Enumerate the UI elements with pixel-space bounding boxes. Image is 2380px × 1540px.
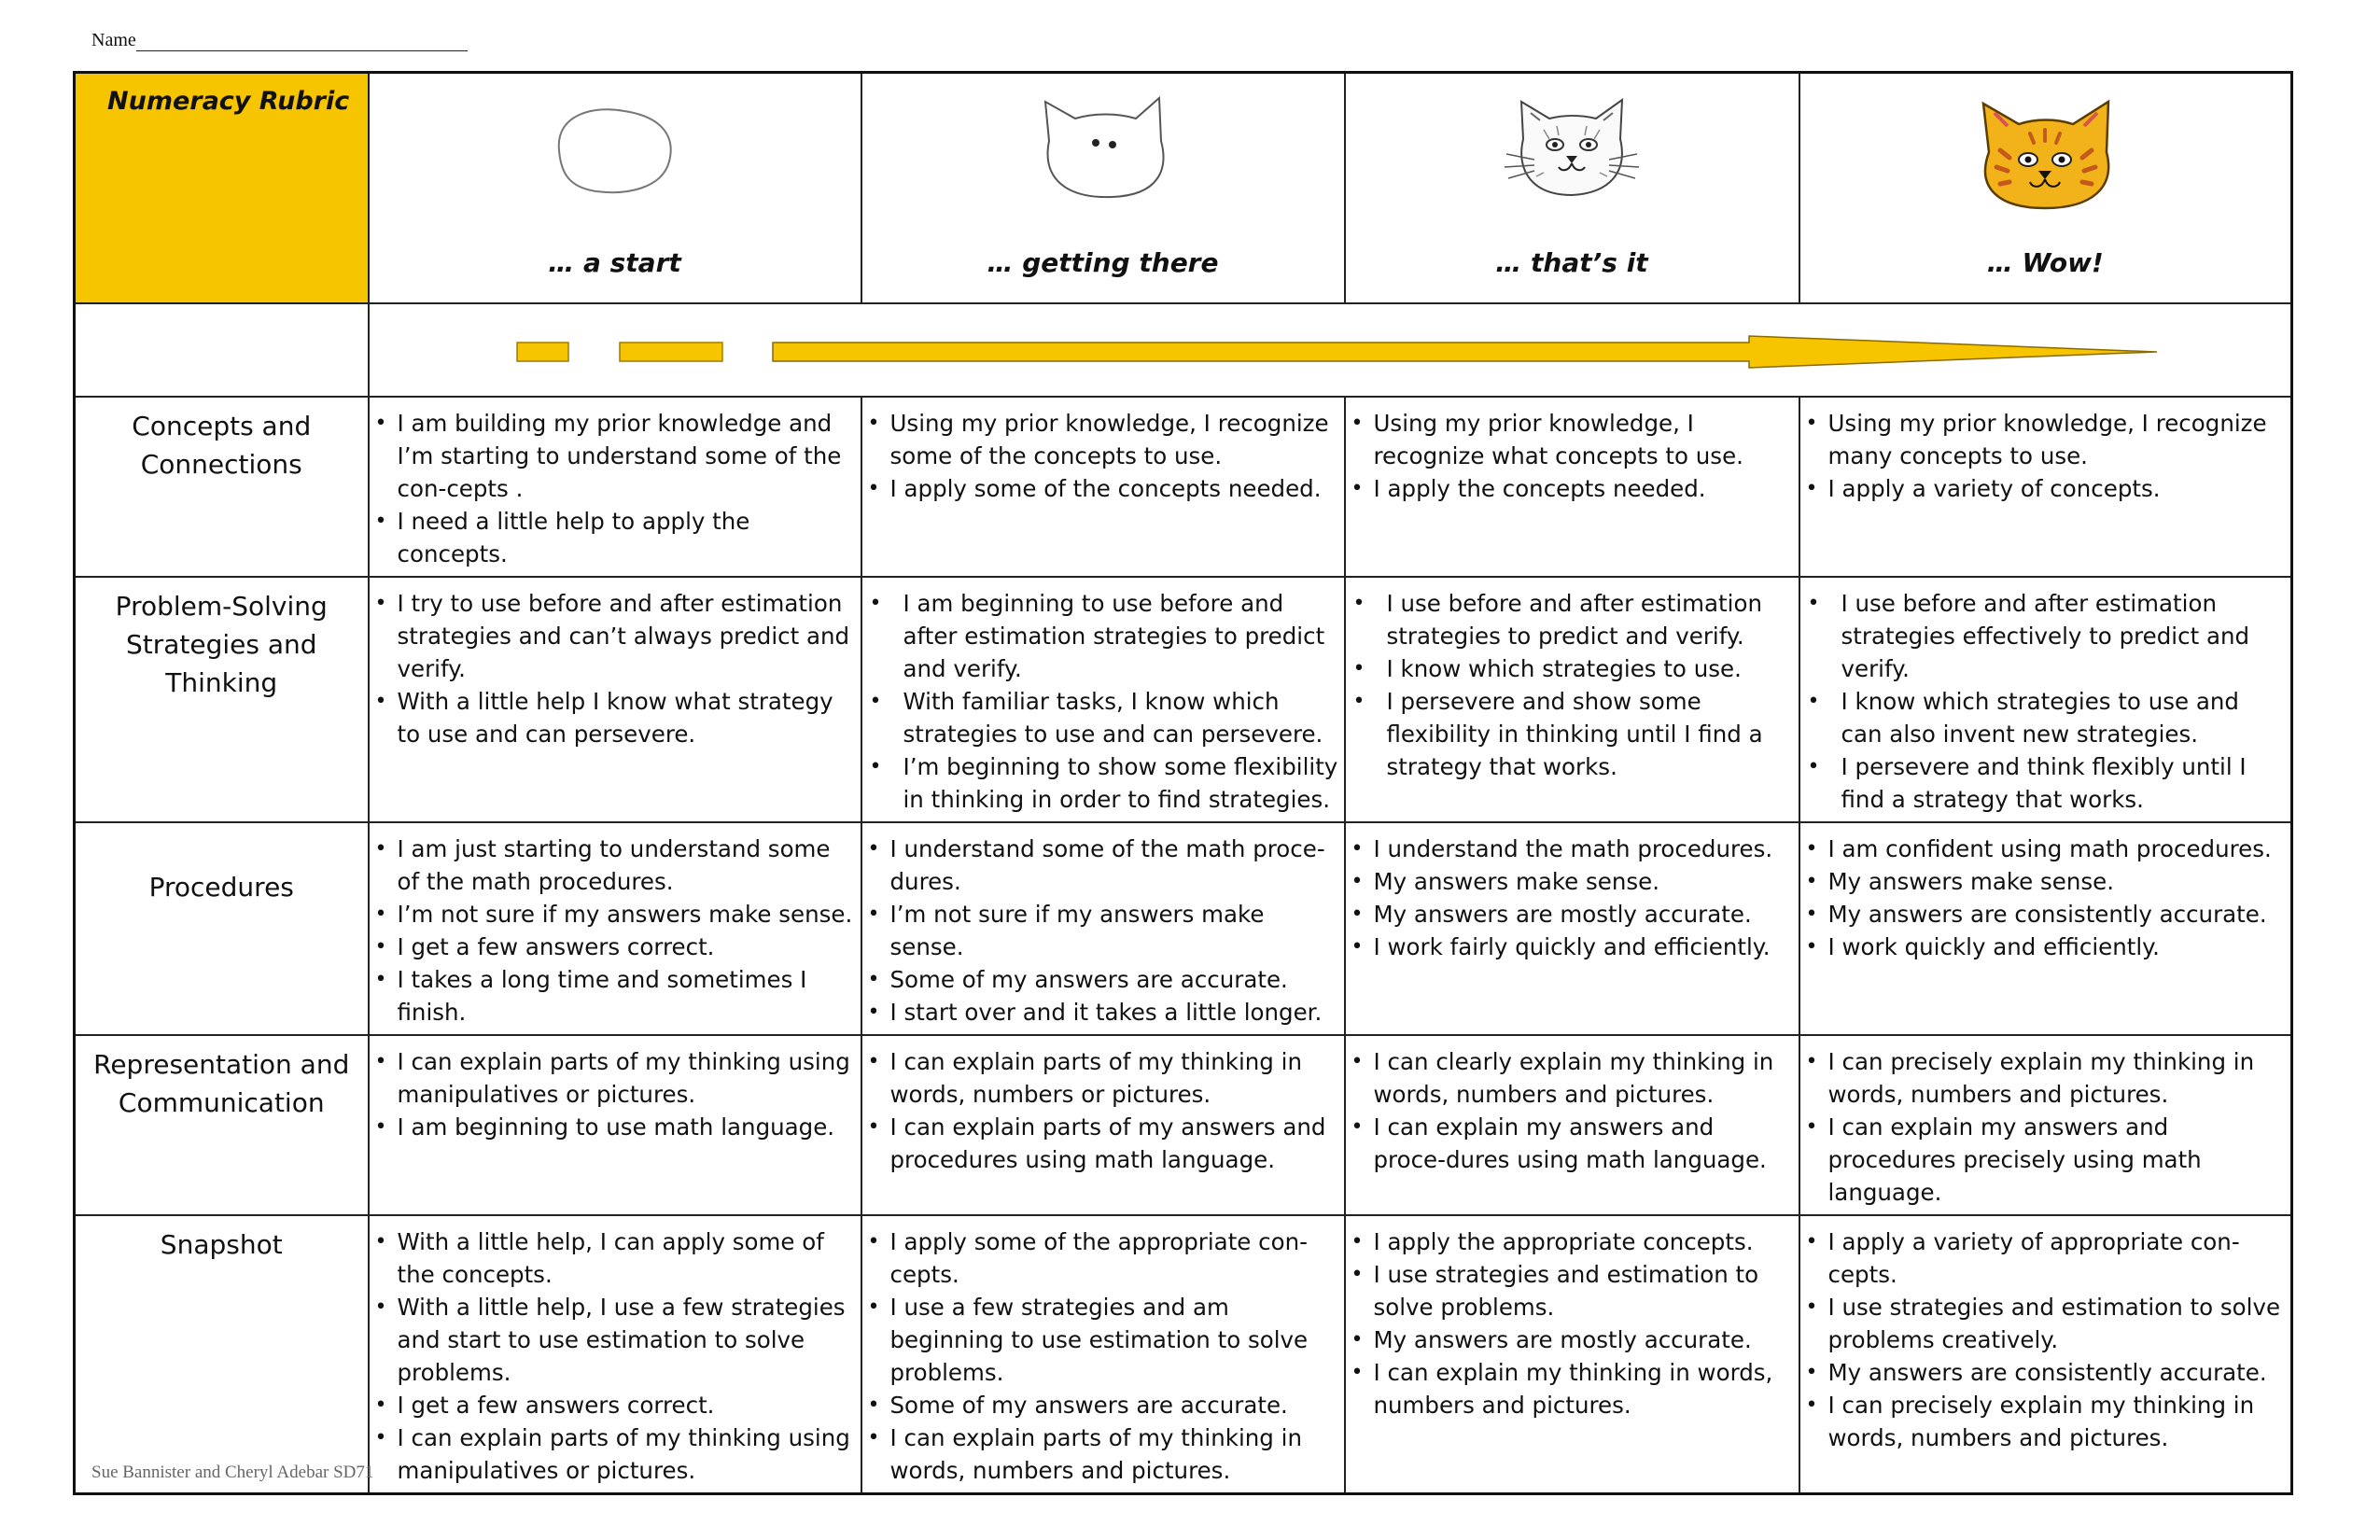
rubric-cell (861, 822, 1345, 1035)
criteria-item: • With familiar tasks, I know which strategies to use and can persevere. (890, 685, 1338, 750)
rubric-cell (1799, 822, 2292, 1035)
criteria-list (1346, 1216, 1799, 1427)
level-header-2 (861, 73, 1345, 304)
blank-face-icon (522, 85, 708, 206)
level-label-3: … that’s it (1495, 247, 1648, 278)
criteria-item: • With a little help, I use a few strategies and start to use estimation to solve problems. (398, 1291, 855, 1389)
criteria-list (1800, 1036, 2291, 1214)
cat-outline-icon (1010, 85, 1197, 206)
criteria-item: • I am building my prior knowledge and I’m starting to understand some of the con-cepts . (398, 407, 855, 505)
criteria-list (862, 398, 1344, 511)
criteria-list (1346, 398, 1799, 511)
rubric-cell (1799, 1215, 2292, 1494)
criteria-list (370, 398, 861, 576)
rubric-cell (369, 577, 861, 822)
criteria-item: • My answers make sense. (1828, 865, 2286, 898)
progress-arrow-row (75, 303, 2292, 397)
criteria-item: • I use before and after estimation strategies to predict and verify. (1374, 587, 1793, 652)
criteria-list (862, 823, 1344, 1034)
criteria-list (1346, 578, 1799, 789)
criteria-item: • I can explain parts of my thinking in words, numbers or pictures. (890, 1045, 1338, 1111)
progress-arrow-cell (369, 303, 2292, 397)
rubric-cell (369, 1035, 861, 1215)
rubric-cell (369, 822, 861, 1035)
criteria-item: • With a little help, I can apply some of the concepts. (398, 1225, 855, 1291)
criteria-item: • I can precisely explain my thinking in words, numbers and pictures. (1828, 1389, 2286, 1454)
rubric-cell (1799, 397, 2292, 577)
criteria-list (1346, 1036, 1799, 1182)
criteria-item: • I get a few answers correct. (398, 1389, 855, 1421)
criteria-list (1800, 823, 2291, 969)
criteria-item: • Using my prior knowledge, I recognize what concepts to use. (1374, 407, 1793, 472)
criteria-item: • I try to use before and after estimation strategies and can’t always predict and verify. (398, 587, 855, 685)
criteria-item: • Some of my answers are accurate. (890, 1389, 1338, 1421)
criteria-item: • I apply a variety of concepts. (1828, 472, 2286, 505)
criteria-item: • I use strategies and estimation to solve problems creatively. (1828, 1291, 2286, 1356)
criteria-item: • I start over and it takes a little longer. (890, 996, 1338, 1029)
progress-arrow-icon (370, 304, 2293, 396)
level-label-2: … getting there (987, 247, 1219, 278)
criteria-item: • I know which strategies to use. (1374, 652, 1793, 685)
criteria-item: • I can precisely explain my thinking in words, numbers and pictures. (1828, 1045, 2286, 1111)
rubric-cell (369, 1215, 861, 1494)
category-concepts: Concepts and Connections (75, 397, 369, 577)
criteria-item: • I can explain my answers and procedures precisely using math language. (1828, 1111, 2286, 1209)
criteria-list (1800, 398, 2291, 511)
criteria-list (1346, 823, 1799, 969)
criteria-item: • I use a few strategies and am beginning to use estimation to solve problems. (890, 1291, 1338, 1389)
criteria-item: • I can explain parts of my answers and procedures using math language. (890, 1111, 1338, 1176)
criteria-item: • I can explain parts of my thinking using manipulatives or pictures. (398, 1421, 855, 1487)
criteria-item: • Using my prior knowledge, I recognize some of the concepts to use. (890, 407, 1338, 472)
criteria-item: • My answers are consistently accurate. (1828, 1356, 2286, 1389)
rubric-row (75, 577, 2292, 822)
criteria-item: • I can clearly explain my thinking in words, numbers and pictures. (1374, 1045, 1793, 1111)
criteria-item: • I’m beginning to show some flexibility in thinking in order to find strategies. (890, 750, 1338, 816)
criteria-list (370, 1036, 861, 1149)
criteria-item: • I am confident using math procedures. (1828, 833, 2286, 865)
footer-credit: Sue Bannister and Cheryl Adebar SD71 (91, 1463, 374, 1482)
criteria-list (370, 823, 861, 1034)
rubric-row (75, 1035, 2292, 1215)
criteria-item: • I understand some of the math proce-dures. (890, 833, 1338, 898)
criteria-item: • I apply the concepts needed. (1374, 472, 1793, 505)
rubric-cell (1345, 1035, 1799, 1215)
criteria-item: • I’m not sure if my answers make sense. (398, 898, 855, 931)
criteria-item: • I understand the math procedures. (1374, 833, 1793, 865)
rubric-cell (1345, 1215, 1799, 1494)
level-label-4: … Wow! (1986, 247, 2104, 278)
category-problem-solving: Problem-Solving Strategies and Thinking (75, 577, 369, 822)
criteria-item: • I can explain parts of my thinking in words, numbers and pictures. (890, 1421, 1338, 1487)
name-field[interactable] (91, 30, 468, 51)
criteria-item: • I need a little help to apply the concepts. (398, 505, 855, 570)
level-header-1 (369, 73, 861, 304)
rubric-cell (1799, 577, 2292, 822)
rubric-cell (861, 1215, 1345, 1494)
criteria-item: • I persevere and think flexibly until I find a strategy that works. (1828, 750, 2286, 816)
criteria-item: • My answers are mostly accurate. (1374, 898, 1793, 931)
criteria-item: • I can explain parts of my thinking using manipulatives or pictures. (398, 1045, 855, 1111)
level-header-4 (1799, 73, 2292, 304)
rubric-row (75, 397, 2292, 577)
criteria-item: • My answers are consistently accurate. (1828, 898, 2286, 931)
criteria-item: • I apply the appropriate concepts. (1374, 1225, 1793, 1258)
criteria-item: • I use before and after estimation strategies effectively to predict and verify. (1828, 587, 2286, 685)
level-header-row (75, 73, 2292, 304)
rubric-cell (1345, 397, 1799, 577)
criteria-item: • I apply some of the concepts needed. (890, 472, 1338, 505)
criteria-item: • I apply a variety of appropriate con-cepts. (1828, 1225, 2286, 1291)
arrow-row-blank-cell (75, 303, 369, 397)
criteria-list (1800, 578, 2291, 821)
rubric-cell (861, 1035, 1345, 1215)
criteria-list (862, 578, 1344, 821)
cat-sketch-icon (1478, 85, 1665, 206)
criteria-item: • I can explain my thinking in words, numbers and pictures. (1374, 1356, 1793, 1421)
rubric-cell (861, 397, 1345, 577)
rubric-cell (1345, 577, 1799, 822)
criteria-item: • I apply some of the appropriate con-cepts. (890, 1225, 1338, 1291)
cat-colored-icon (1952, 85, 2138, 225)
rubric-row (75, 1215, 2292, 1494)
criteria-item: • I takes a long time and sometimes I finish. (398, 963, 855, 1029)
criteria-item: • I get a few answers correct. (398, 931, 855, 963)
criteria-list (862, 1216, 1344, 1492)
criteria-item: • I persevere and show some flexibility in thinking until I find a strategy that works. (1374, 685, 1793, 783)
name-label: Name (91, 30, 136, 50)
criteria-item: • My answers make sense. (1374, 865, 1793, 898)
name-underline (136, 35, 468, 51)
rubric-cell (861, 577, 1345, 822)
criteria-item: • I can explain my answers and proce-dures using math language. (1374, 1111, 1793, 1176)
rubric-title: Numeracy Rubric (107, 87, 350, 116)
criteria-item: • I work quickly and efficiently. (1828, 931, 2286, 963)
level-header-3 (1345, 73, 1799, 304)
rubric-table (73, 71, 2293, 1495)
criteria-item: • My answers are mostly accurate. (1374, 1323, 1793, 1356)
criteria-item: • Using my prior knowledge, I recognize many concepts to use. (1828, 407, 2286, 472)
criteria-list (1800, 1216, 2291, 1460)
category-snapshot: Snapshot (75, 1215, 369, 1494)
rubric-row (75, 822, 2292, 1035)
rubric-title-cell (75, 73, 369, 304)
criteria-list (370, 1216, 861, 1492)
category-procedures: Procedures (75, 822, 369, 1035)
criteria-list (862, 1036, 1344, 1182)
category-representation: Representation and Communication (75, 1035, 369, 1215)
criteria-item: • I’m not sure if my answers make sense. (890, 898, 1338, 963)
criteria-item: • I work fairly quickly and efficiently. (1374, 931, 1793, 963)
criteria-item: • With a little help I know what strategy to use and can persevere. (398, 685, 855, 750)
criteria-item: • I am just starting to understand some of the math procedures. (398, 833, 855, 898)
criteria-list (370, 578, 861, 756)
level-label-1: … a start (548, 247, 681, 278)
criteria-item: • Some of my answers are accurate. (890, 963, 1338, 996)
criteria-item: • I know which strategies to use and can also invent new strategies. (1828, 685, 2286, 750)
criteria-item: • I use strategies and estimation to solve problems. (1374, 1258, 1793, 1323)
rubric-cell (1799, 1035, 2292, 1215)
criteria-item: • I am beginning to use before and after estimation strategies to predict and verify. (890, 587, 1338, 685)
rubric-cell (1345, 822, 1799, 1035)
criteria-item: • I am beginning to use math language. (398, 1111, 855, 1143)
rubric-cell (369, 397, 861, 577)
